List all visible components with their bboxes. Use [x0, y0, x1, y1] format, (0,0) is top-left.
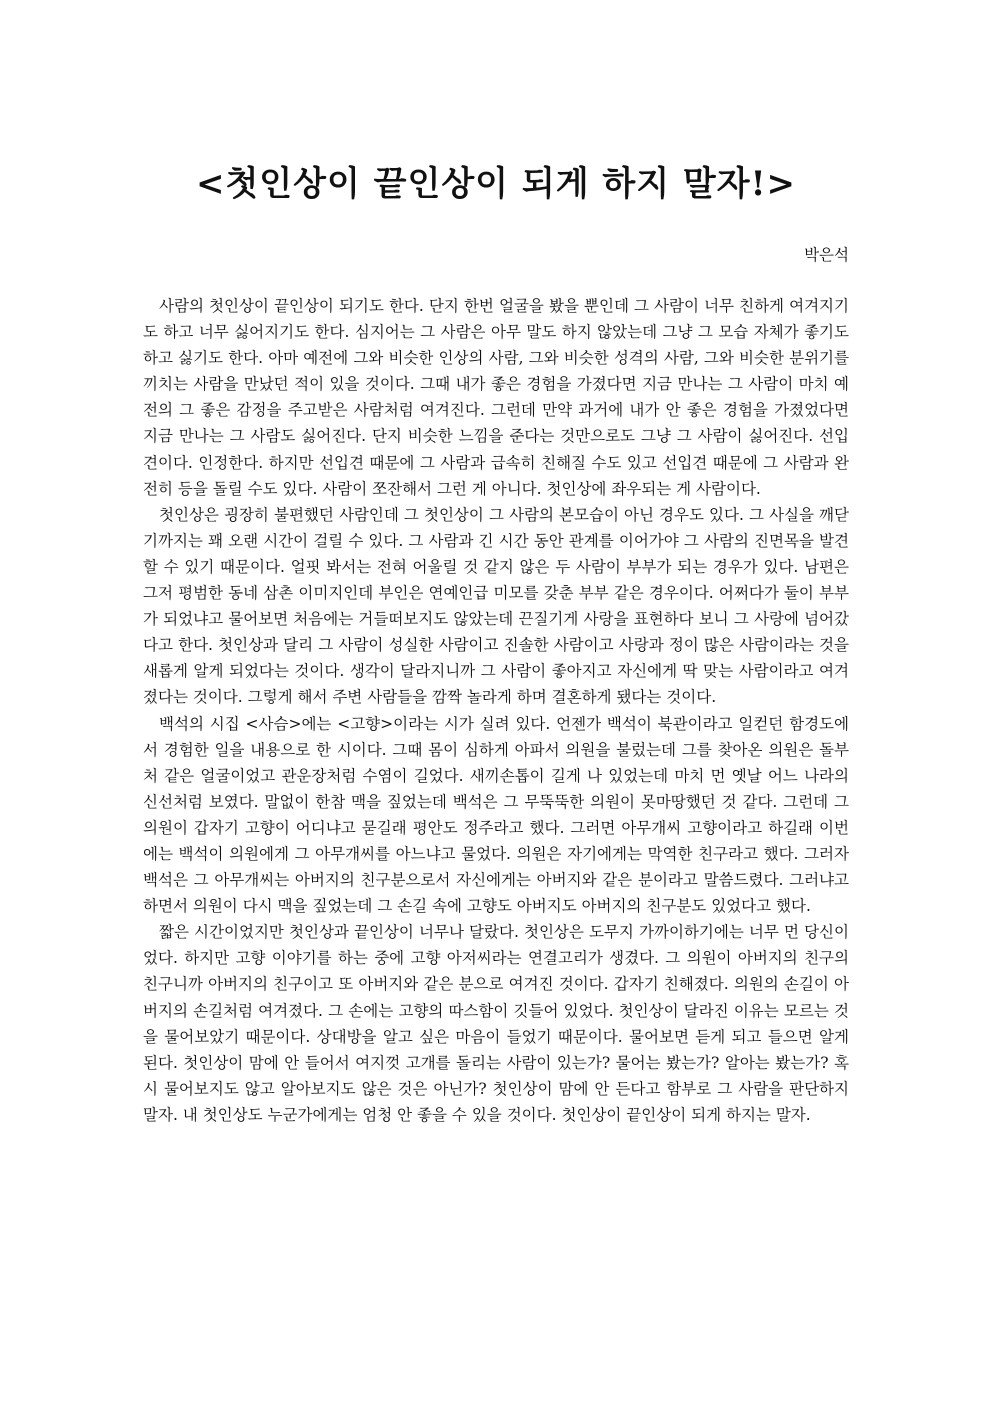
paragraph: 사람의 첫인상이 끝인상이 되기도 한다. 단지 한번 얼굴을 봤을 뿐인데 그 사람이 너무 친하게 여겨지기도 하고 너무 싫어지기도 한다. 심지어는 그 사람은 아무 말도 하지 않았는데 그냥 그 모습 자체가 좋기도 하고 싫기도 한다. 아마 예전에 그와 비슷한 인상의 사람, 그와 비슷한 성격의 사람, 그와 비슷한 분위기를 끼치는 사람을 만났던 적이 있을 것이다. 그때 내가 좋은 경험을 가졌다면 지금 만나는 그 사람이 마치 예전의 그 좋은 감정을 주고받은 사람처럼 여겨진다. 그런데 만약 과거에 내가 안 좋은 경험을 가졌었다면 지금 만나는 그 사람도 싫어진다. 단지 비슷한 느낌을 준다는 것만으로도 그냥 그 사람이 싫어진다. 선입견이다. 인정한다. 하지만 선입견 때문에 그 사람과 급속히 친해질 수도 있고 선입견 때문에 그 사람과 완전히 등을 돌릴 수도 있다. 사람이 쪼잔해서 그런 게 아니다. 첫인상에 좌우되는 게 사람이다.: [143, 297, 849, 498]
document-body: [143, 293, 849, 1128]
document-title: <첫인상이 끝인상이 되게 하지 말자!>: [195, 164, 797, 204]
paragraph: 백석의 시집 <사슴>에는 <고향>이라는 시가 실려 있다. 언젠가 백석이 북관이라고 일컫던 함경도에서 경험한 일을 내용으로 한 시이다. 그때 몸이 심하게 아파서 의원을 불렀는데 그를 찾아온 의원은 돌부처 같은 얼굴이었고 관운장처럼 수염이 길었다. 새끼손톱이 길게 나 있었는데 마치 먼 옛날 어느 나라의 신선처럼 보였다. 말없이 한참 맥을 짚었는데 백석은 그 무뚝뚝한 의원이 못마땅했던 것 같다. 그런데 그 의원이 갑자기 고향이 어디냐고 묻길래 평안도 정주라고 했다. 그러면 아무개씨 고향이라고 하길래 이번에는 백석이 의원에게 그 아무개씨를 아느냐고 물었다. 의원은 자기에게는 막역한 친구라고 했다. 그러자 백석은 그 아무개씨는 아버지의 친구분으로서 자신에게는 아버지와 같은 분이라고 말씀드렸다. 그러냐고 하면서 의원이 다시 맥을 짚었는데 그 손길 속에 고향도 아버지도 아버지의 친구분도 있었다고 했다.: [143, 714, 849, 916]
paragraph: 첫인상은 굉장히 불편했던 사람인데 그 첫인상이 그 사람의 본모습이 아닌 경우도 있다. 그 사실을 깨닫기까지는 꽤 오랜 시간이 걸릴 수 있다. 그 사람과 긴 시간 동안 관계를 이어가야 그 사람의 진면목을 발견할 수 있기 때문이다. 얼핏 봐서는 전혀 어울릴 것 같지 않은 두 사람이 부부가 되는 경우가 있다. 남편은 그저 평범한 동네 삼촌 이미지인데 부인은 연예인급 미모를 갖춘 부부 같은 경우이다. 어쩌다가 둘이 부부가 되었냐고 물어보면 처음에는 거들떠보지도 않았는데 끈질기게 사랑을 표현하다 보니 그 사랑에 넘어갔다고 한다. 첫인상과 달리 그 사람이 성실한 사람이고 진솔한 사람이고 사랑과 정이 많은 사람이라는 것을 새롭게 알게 되었다는 것이다. 생각이 달라지니까 그 사람이 좋아지고 자신에게 딱 맞는 사람이라고 여겨졌다는 것이다. 그렇게 해서 주변 사람들을 깜짝 놀라게 하며 결혼하게 됐다는 것이다.: [143, 505, 849, 707]
paragraph: 짧은 시간이었지만 첫인상과 끝인상이 너무나 달랐다. 첫인상은 도무지 가까이하기에는 너무 먼 당신이었다. 하지만 고향 이야기를 하는 중에 고향 아저씨라는 연결고리가 생겼다. 그 의원이 아버지의 친구의 친구니까 아버지의 친구이고 또 아버지와 같은 분으로 여겨진 것이다. 갑자기 친해졌다. 의원의 손길이 아버지의 손길처럼 여겨졌다. 그 손에는 고향의 따스함이 깃들어 있었다. 첫인상이 달라진 이유는 모르는 것을 물어보았기 때문이다. 상대방을 알고 싶은 마음이 들었기 때문이다. 물어보면 듣게 되고 들으면 알게 된다. 첫인상이 맘에 안 들어서 여지껏 고개를 돌리는 사람이 있는가? 물어는 봤는가? 알아는 봤는가? 혹시 물어보지도 않고 알아보지도 않은 것은 아닌가? 첫인상이 맘에 안 든다고 함부로 그 사람을 판단하지 말자. 내 첫인상도 누군가에게는 엄청 안 좋을 수 있을 것이다. 첫인상이 끝인상이 되게 하지는 말자.: [143, 923, 849, 1124]
author-name: 박은석: [804, 246, 849, 264]
